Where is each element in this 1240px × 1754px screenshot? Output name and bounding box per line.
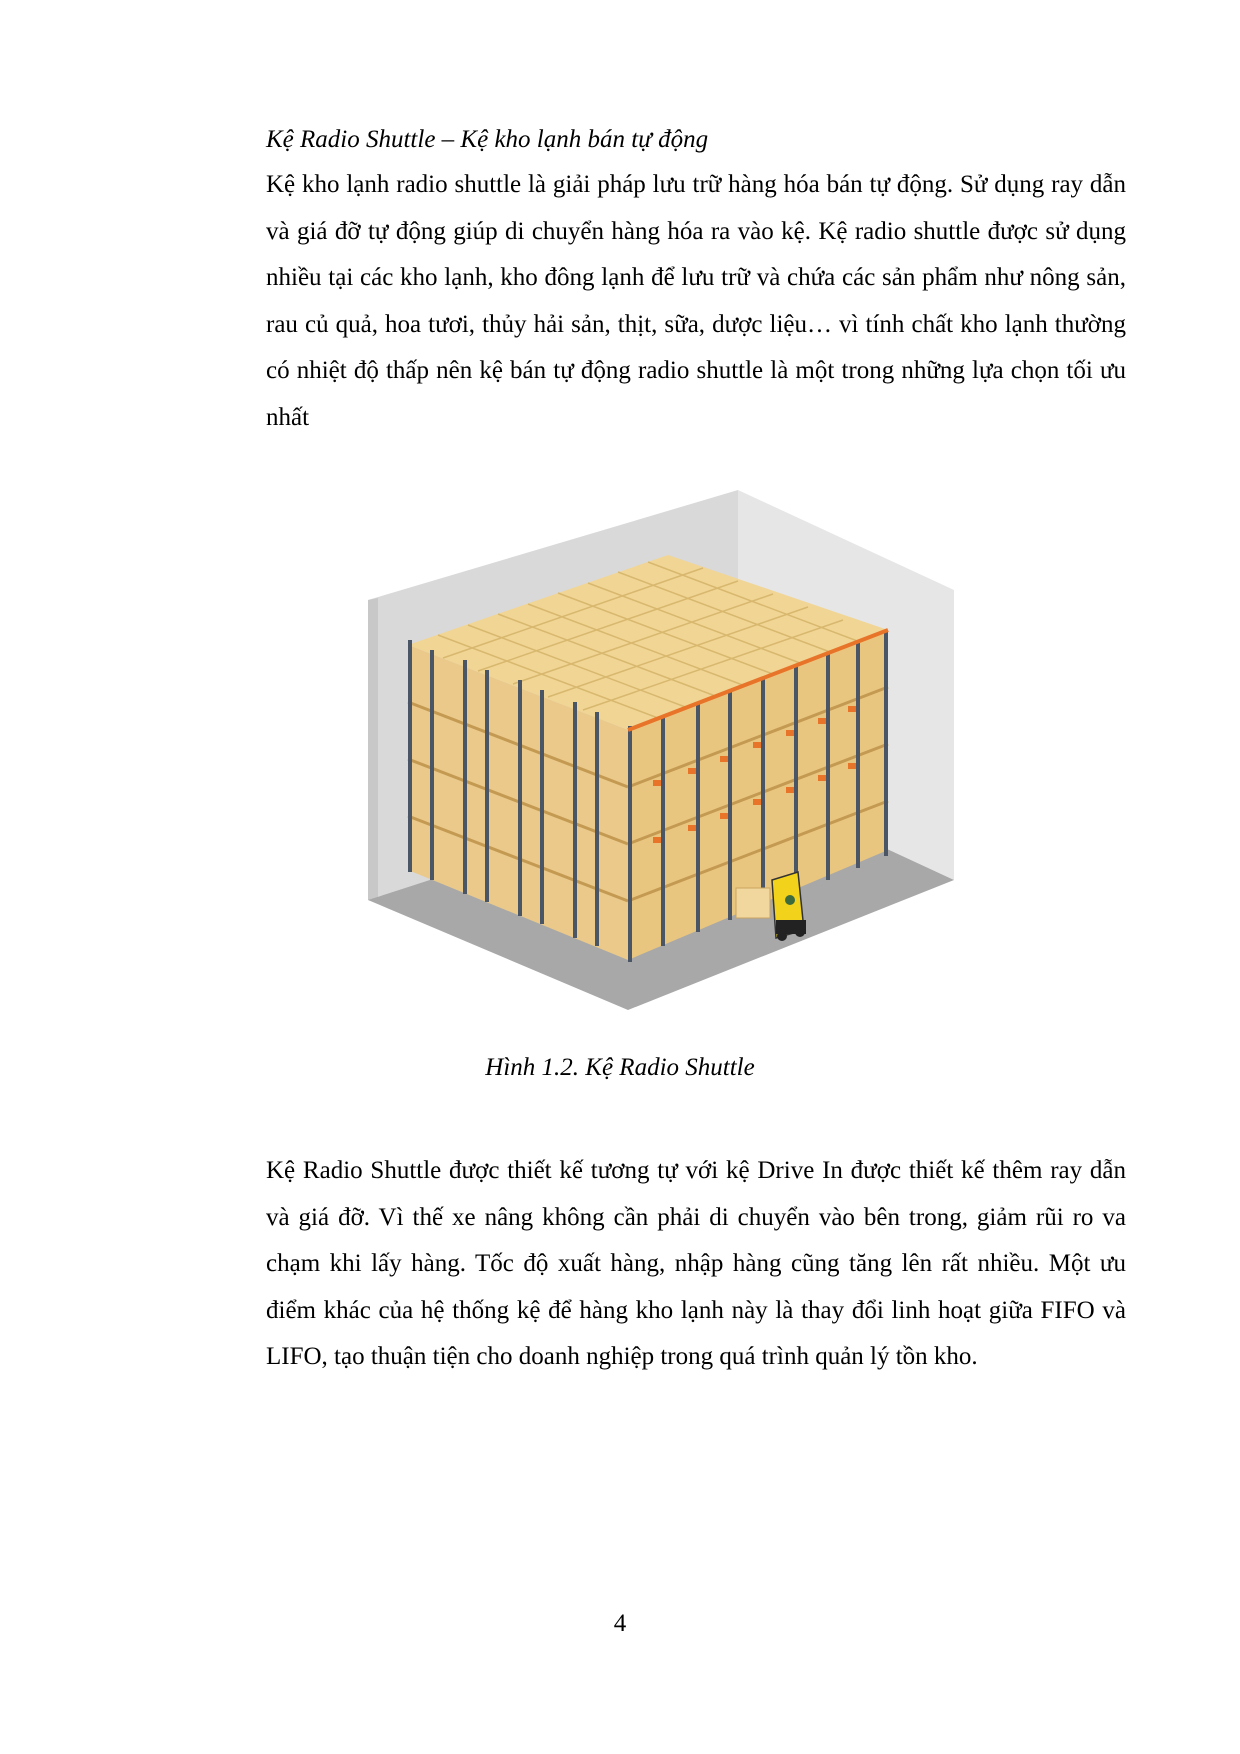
paragraph-details: Kệ Radio Shuttle được thiết kế tương tự với kệ Drive In được thiết kế thêm ray dẫn và giá đỡ. Vì thế xe nâng không cần phải di chuyển vào bên trong, giảm rũi ro va chạm khi lấy hàng. Tốc độ xuất hàng, nhập hàng cũng tăng lên rất nhiều. Một ưu điểm khác của hệ thống kệ để hàng kho lạnh này là thay đổi linh hoạt giữa FIFO và LIFO, tạo thuận tiện cho doanh nghiệp trong quá trình quản lý tồn kho. xyxy=(266,1157,1126,1370)
section-heading: Kệ Radio Shuttle – Kệ kho lạnh bán tự động xyxy=(266,126,709,153)
figure-radio-shuttle-image xyxy=(368,480,954,1010)
warehouse-rack-illustration xyxy=(368,480,954,1010)
figure-caption: Hình 1.2. Kệ Radio Shuttle xyxy=(485,1054,755,1081)
page-number: 4 xyxy=(613,1610,627,1637)
paragraph-intro: Kệ kho lạnh radio shuttle là giải pháp lưu trữ hàng hóa bán tự động. Sử dụng ray dẫn và giá đỡ tự động giúp di chuyển hàng hóa ra vào kệ. Kệ radio shuttle được sử dụng nhiều tại các kho lạnh, kho đông lạnh để lưu trữ và chứa các sản phẩm như nông sản, rau củ quả, hoa tươi, thủy hải sản, thịt, sữa, dược liệu… vì tính chất kho lạnh thường có nhiệt độ thấp nên kệ bán tự động radio shuttle là một trong những lựa chọn tối ưu nhất xyxy=(266,171,1126,431)
